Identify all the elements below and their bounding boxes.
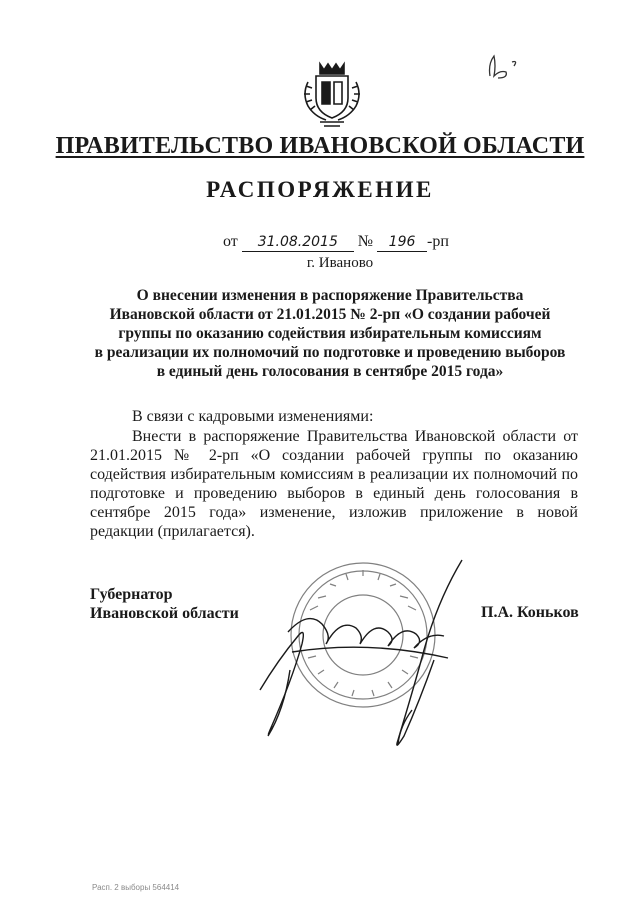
- city: г. Иваново: [306, 255, 374, 271]
- document-type: РАСПОРЯЖЕНИЕ: [206, 177, 434, 202]
- handwritten-mark-icon: [484, 52, 524, 82]
- number-suffix: -рп: [427, 233, 449, 250]
- official-stamp-icon: [248, 540, 478, 780]
- subject-line: О внесении изменения в распоряжение Правительства: [136, 287, 524, 304]
- stamp-and-signature: [248, 540, 478, 780]
- subject-line: Ивановской области от 21.01.2015 № 2-рп «О создании рабочей: [109, 306, 551, 323]
- organization-title: [0, 133, 640, 160]
- document-date: 31.08.2015: [242, 233, 354, 252]
- date-prefix: от: [223, 233, 238, 250]
- signatory-title-line: Ивановской области: [90, 605, 239, 622]
- number-prefix: №: [357, 233, 374, 250]
- document-subject: [90, 286, 570, 381]
- subject-line: в реализации их полномочий по подготовке и проведению выборов: [94, 344, 566, 361]
- coat-of-arms-emblem: [300, 60, 364, 128]
- signatory-name: П.А. Коньков: [481, 604, 579, 621]
- footer-reference: Расп. 2 выборы 564414: [92, 883, 180, 892]
- document-number: 196: [377, 233, 427, 252]
- subject-line: в единый день голосования в сентябре 2015 года»: [156, 363, 504, 380]
- body-paragraph: Внести в распоряжение Правительства Ивановской области от 21.01.2015 № 2-рп «О создании рабочей группы по оказанию содействия избирательным комиссиям в реализации их полномочий по подготовке и проведению выборов в единый день голосования в сентябре 2015 года» изменение, изложив приложение в новой редакции (прилагается).: [90, 428, 578, 540]
- handwritten-corner-mark: [484, 52, 524, 82]
- signatory-title: [90, 585, 239, 623]
- body-intro: В связи с кадровыми изменениями:: [132, 408, 374, 425]
- subject-line: группы по оказанию содействия избирательным комиссиям: [118, 325, 542, 342]
- organization-title-text: ПРАВИТЕЛЬСТВО ИВАНОВСКОЙ ОБЛАСТИ: [55, 133, 585, 159]
- coat-of-arms-icon: [300, 60, 364, 128]
- registration-line: [223, 233, 449, 252]
- signatory-title-line: Губернатор: [90, 586, 173, 603]
